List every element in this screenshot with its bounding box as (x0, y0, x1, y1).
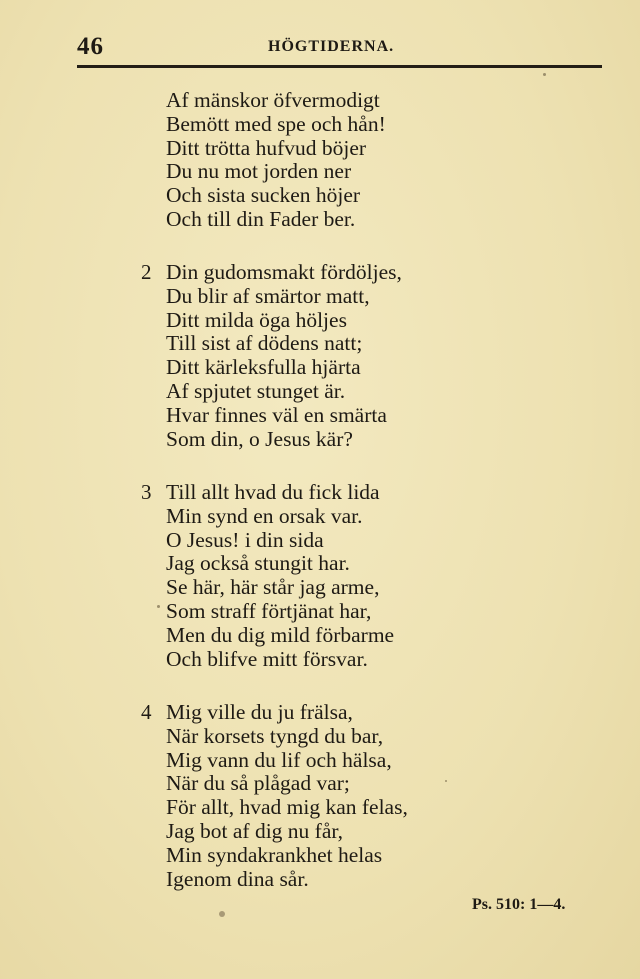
verse-lines (166, 701, 408, 891)
verse-line: Mig ville du ju frälsa, (166, 700, 353, 724)
verse-number: 4 (141, 700, 152, 724)
verse-line: Hvar finnes väl en smärta (166, 402, 387, 427)
paper-speck (543, 73, 546, 76)
verse-line: När korsets tyngd du bar, (166, 723, 384, 748)
verse-line: Ditt trötta hufvud böjer (166, 135, 367, 160)
verse-lines (166, 89, 386, 232)
verse-line: Min synd en orsak var. (166, 503, 363, 528)
paper-speck (219, 911, 225, 917)
verse-line: Du nu mot jorden ner (166, 159, 352, 184)
paper-speck (445, 780, 447, 782)
verse-line: Ditt milda öga höljes (166, 307, 347, 332)
paper-speck (157, 605, 160, 608)
verse-line: Till allt hvad du fick lida (166, 480, 380, 504)
verse-line: Din gudomsmakt fördöljes, (166, 260, 402, 284)
verse-line: Ditt kärleksfulla hjärta (166, 355, 361, 380)
verse-lines (166, 261, 402, 451)
verse-line: Som straff förtjänat har, (166, 598, 372, 623)
verse-line: Och sista sucken höjer (166, 183, 361, 208)
verse-line: Af mänskor öfvermodigt (166, 88, 380, 112)
verse-line: För allt, hvad mig kan felas, (166, 795, 408, 820)
verse-line: Och blifve mitt försvar. (166, 646, 368, 671)
verse-line: Mig vann du lif och hälsa, (166, 747, 392, 772)
verse-line: När du så plågad var; (166, 771, 350, 796)
verse-line: Till sist af dödens natt; (166, 331, 363, 356)
verse-line: Men du dig mild förbarme (166, 622, 395, 647)
verse-line: Se här, här står jag arme, (166, 575, 380, 600)
verse-line: Af spjutet stunget är. (166, 378, 346, 403)
verse-line: Bemött med spe och hån! (166, 111, 386, 136)
verse-number: 2 (141, 260, 152, 284)
psalm-reference: Ps. 510: 1—4. (472, 896, 566, 913)
verse-line: Och till din Fader ber. (166, 206, 356, 231)
verse-line: Jag bot af dig nu får, (166, 818, 344, 843)
verse-line: Som din, o Jesus kär? (166, 426, 353, 451)
verse-number: 3 (141, 480, 152, 504)
page-number: 46 (77, 33, 104, 60)
verse-line: Du blir af smärtor matt, (166, 283, 370, 308)
verse-line: Min syndakrankhet helas (166, 842, 383, 867)
verse-line: Igenom dina sår. (166, 866, 309, 891)
running-head: HÖGTIDERNA. (268, 38, 395, 55)
verse-line: O Jesus! i din sida (166, 527, 324, 552)
verse-lines (166, 481, 394, 671)
verse-line: Jag också stungit har. (166, 551, 350, 576)
header-rule (77, 65, 602, 68)
